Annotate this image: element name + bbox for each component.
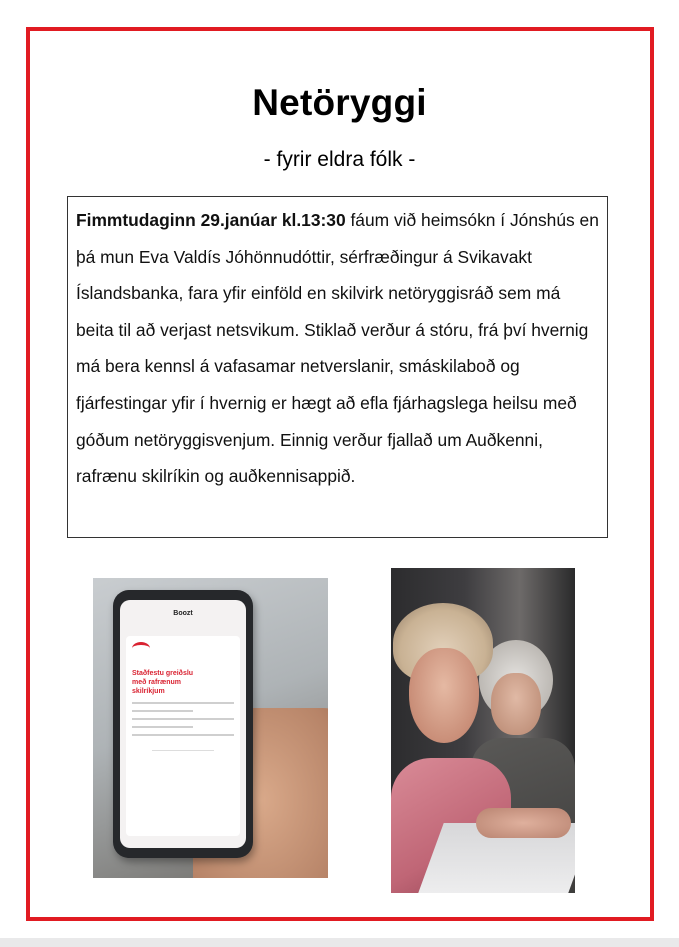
announcement-body: fáum við heimsókn í Jónshús en þá mun Eva Valdís Jóhönnudóttir, sérfræðingur á Svikavakt Íslandsbanka, fara yfir einföld en skilvirk netöryggisráð sem má beita til að verjast netsvikum. Stiklað verður á stóru, frá því hvernig má bera kennsl á vafasamar netverslanir, smáskilaboð og fjárfestingar yfir í hvernig er hægt að efla fjárhagslega heilsu með góðum netöryggisvenjum. Einnig verður fjallað um Auðkenni, rafrænu skilríkin og auðkennisappið. bbox=[76, 210, 599, 487]
screen-text-line bbox=[132, 710, 193, 712]
woman-foreground-face bbox=[409, 648, 479, 743]
hands-typing bbox=[476, 808, 571, 838]
phone-screen-card bbox=[126, 636, 240, 836]
phone-screen-header: Boozt bbox=[173, 610, 193, 617]
announcement-date: Fimmtudaginn 29.janúar kl.13:30 bbox=[76, 210, 346, 230]
smartphone bbox=[113, 590, 253, 858]
page-subtitle: - fyrir eldra fólk - bbox=[263, 148, 416, 171]
screen-text-line bbox=[132, 726, 193, 728]
phone-screen-heading: Staðfestu greiðslu með rafrænum skilríkjum bbox=[132, 670, 194, 695]
screen-text-line bbox=[132, 718, 234, 720]
screen-button bbox=[152, 750, 213, 761]
seniors-at-computer-photo bbox=[391, 568, 575, 893]
bank-logo-icon bbox=[132, 642, 150, 655]
woman-background-face bbox=[491, 673, 541, 735]
announcement-box bbox=[67, 196, 608, 538]
page-bottom-strip bbox=[0, 938, 679, 947]
screen-text-line bbox=[132, 734, 234, 736]
phone-photo bbox=[93, 578, 328, 878]
screen-text-line bbox=[132, 702, 234, 704]
page-title: Netöryggi bbox=[252, 82, 427, 123]
phone-screen bbox=[120, 600, 246, 848]
